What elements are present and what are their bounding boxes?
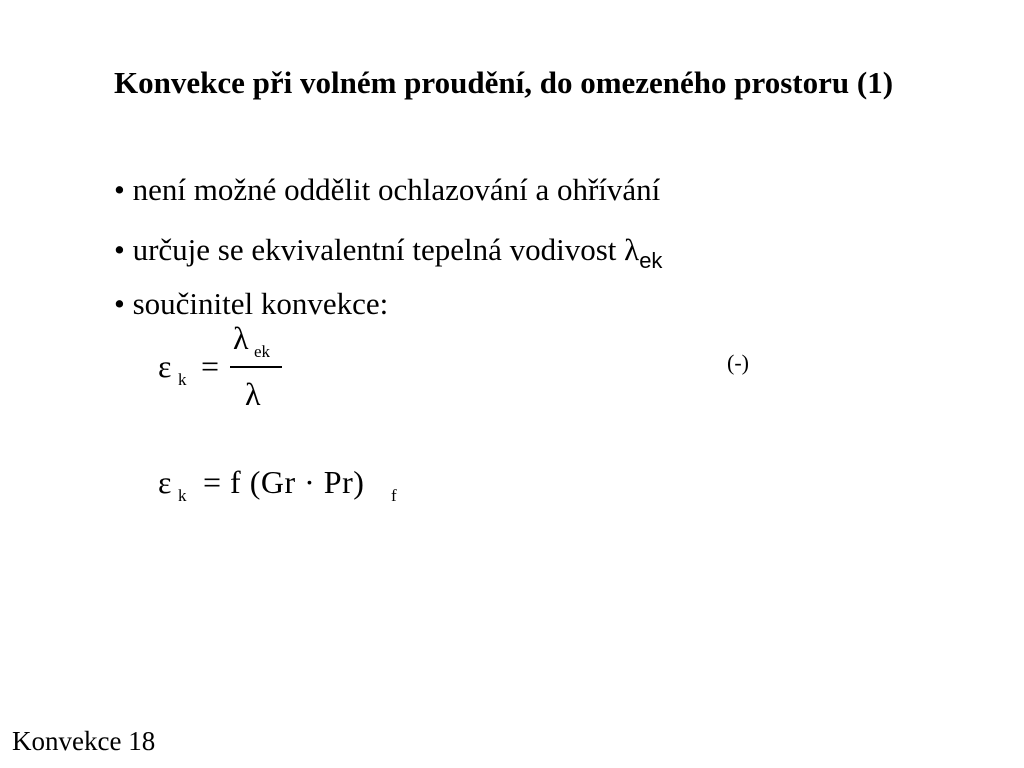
bullet-2-text: • určuje se ekvivalentní tepelná vodivost λ xyxy=(114,232,640,267)
bullet-3 xyxy=(114,284,388,324)
eq1-numerator-subscript: ek xyxy=(254,342,271,361)
eq2-epsilon-subscript: k xyxy=(178,486,187,505)
eq1-epsilon-subscript: k xyxy=(178,370,187,389)
eq1-unit: (-) xyxy=(727,350,749,375)
bullet-3-text: • součinitel konvekce: xyxy=(114,286,389,321)
eq1-denominator-lambda: λ xyxy=(245,376,261,412)
eq1-numerator-lambda: λ xyxy=(233,320,249,356)
eq1-fraction-bar xyxy=(230,366,282,368)
slide-footer: Konvekce 18 xyxy=(12,726,156,756)
bullet-1-text: • není možné oddělit ochlazování a ohřívání xyxy=(114,172,661,207)
bullet-1 xyxy=(114,170,660,210)
eq2-epsilon: ε xyxy=(158,464,172,500)
bullet-2-subscript: ek xyxy=(639,248,663,273)
slide-title: Konvekce při volném proudění, do omezeného prostoru (1) xyxy=(114,65,894,100)
eq1-equals: = xyxy=(201,348,220,384)
eq1-epsilon: ε xyxy=(158,348,172,384)
eq2-rhs-subscript: f xyxy=(391,486,397,505)
eq2-rhs: = f (Gr · Pr) xyxy=(203,464,365,500)
bullet-2 xyxy=(114,230,662,273)
